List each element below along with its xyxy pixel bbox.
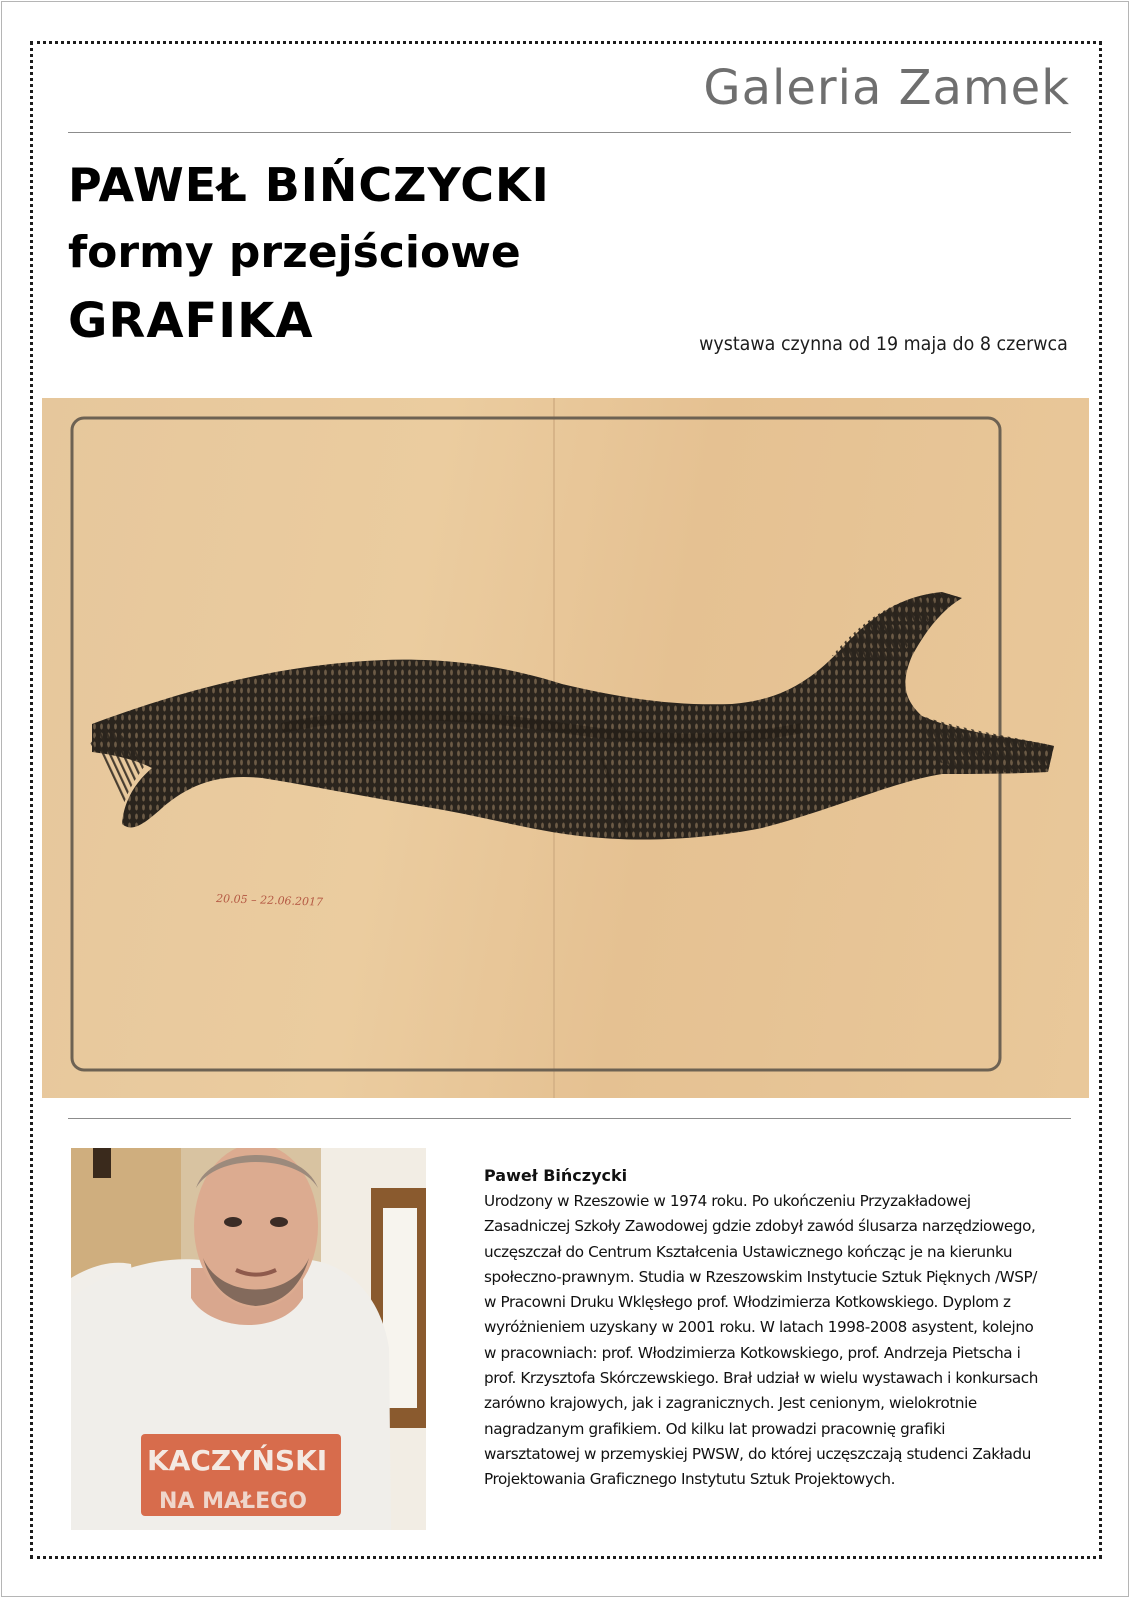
artwork-inscription: 20.05 – 22.06.2017 (215, 892, 324, 909)
bio-name: Paweł Bińczycki (484, 1166, 628, 1185)
top-divider (68, 132, 1071, 133)
artwork-graphic (42, 398, 1089, 1098)
gallery-name: Galeria Zamek (703, 60, 1070, 116)
shirt-text: KACZYŃSKI (147, 1444, 328, 1477)
artwork-print (42, 398, 1089, 1098)
artist-name: PAWEŁ BIŃCZYCKI (68, 158, 550, 212)
worm-head-fringe (832, 592, 962, 660)
middle-divider (68, 1118, 1071, 1119)
exhibition-dates: wystawa czynna od 19 maja do 8 czerwca (699, 333, 1068, 355)
exhibition-title: formy przejściowe (68, 227, 521, 278)
artist-photo (71, 1148, 426, 1530)
exhibition-genre: GRAFIKA (68, 293, 314, 349)
artist-photo-graphic (71, 1148, 426, 1530)
shirt-text-2: NA MAŁEGO (159, 1489, 307, 1514)
artist-biography (484, 1166, 1044, 1493)
headline (68, 158, 550, 349)
bio-text: Urodzony w Rzeszowie w 1974 roku. Po ukończeniu Przyzakładowej Zasadniczej Szkoły Zawodowej gdzie zdobył zawód ślusarza narzędziowego, uczęszczał do Centrum Kształcenia Ustawicznego kończąc je na kierunku społeczno-prawnym. Studia w Rzeszowskim Instytucie Sztuk Pięknych /WSP/ w Pracowni Druku Wklęsłego prof. Włodzimierza Kotkowskiego. Dyplom z wyróżnieniem uzyskany w 2001 roku. W latach 1998-2008 asystent, kolejno w pracowniach: prof. Włodzimierza Kotkowskiego, prof. Andrzeja Pietscha i prof. Krzysztofa Skórczewskiego. Brał udział w wielu wystawach i konkursach zarówno krajowych, jak i zagranicznych. Jest cenionym, wielokrotnie nagradzanym grafikiem. Od kilku lat prowadzi pracownię grafiki warsztatowej w przemyskiej PWSW, do której uczęszczają studenci Zakładu Projektowania Graficznego Instytutu Sztuk Projektowych. (484, 1192, 1038, 1489)
